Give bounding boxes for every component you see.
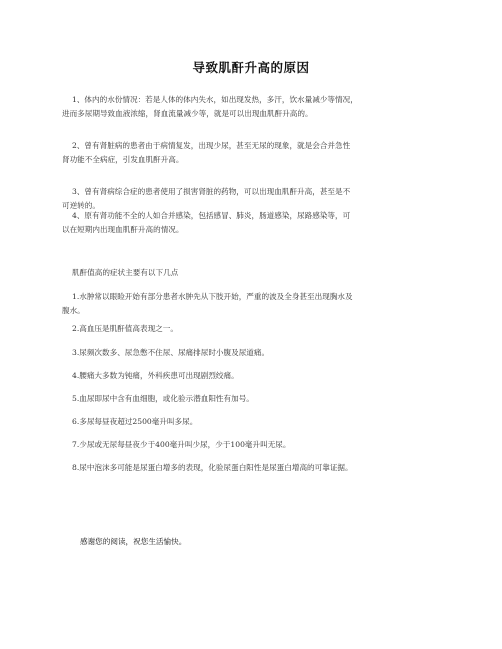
- symptoms-heading: 肌酐值高的症状主要有以下几点: [72, 268, 179, 277]
- paragraph-line: 1.水肿常以眼睑开始有部分患者水肿先从下肢开始，严重的波及全身甚至出现胸水及: [72, 292, 353, 301]
- paragraph-line: 3、曾有肾病综合症的患者使用了损害肾脏的药物，可以出现血肌酐升高，甚至是不: [72, 187, 351, 196]
- cause-paragraph-3: [62, 185, 442, 212]
- symptom-item-6: [62, 415, 442, 429]
- document-title: 导致肌酐升高的原因: [192, 60, 310, 75]
- cause-paragraph-4: [62, 209, 442, 236]
- paragraph-line: 2、曾有肾脏病的患者由于病情复发，出现少尿，甚至无尿的现象，就是会合并急性: [72, 141, 351, 150]
- paragraph-line: 以在短期内出现血肌酐升高的情况。: [62, 224, 184, 234]
- paragraph-line: 6.多尿每昼夜超过2500毫升叫多尿。: [72, 417, 198, 426]
- paragraph-line: 5.血尿即尿中含有血细胞，或化验示潜血阳性有加号。: [72, 394, 254, 403]
- cause-paragraph-1: [62, 93, 442, 120]
- symptom-item-2: [62, 322, 442, 336]
- symptom-item-7: [62, 438, 442, 452]
- symptom-item-8: [62, 461, 442, 475]
- paragraph-line: 进而多尿期导致血液浓缩，肾血流量减少等，就是可以出现血肌酐升高的。: [62, 108, 313, 118]
- paragraph-line: 7.少尿或无尿每昼夜少于400毫升叫少尿，少于100毫升叫无尿。: [72, 440, 291, 449]
- symptom-item-5: [62, 392, 442, 406]
- paragraph-line: 2.高血压是肌酐值高表现之一。: [72, 324, 178, 333]
- paragraph-line: 3.尿频次数多、尿急憋不住尿、尿痛排尿时小腹及尿道痛。: [72, 348, 270, 357]
- closing-note: 感谢您的阅读，祝您生活愉快。: [80, 537, 187, 546]
- cause-paragraph-2: [62, 139, 442, 166]
- paragraph-line: 腹水。: [62, 305, 85, 315]
- paragraph-line: 4.腰痛大多数为钝痛，外科疾患可出现剧烈绞痛。: [72, 371, 239, 380]
- paragraph-line: 可逆转的。: [62, 200, 100, 210]
- paragraph-line: 4、原有肾功能不全的人如合并感染，包括感冒、肺炎，肠道感染，尿路感染等，可: [72, 211, 351, 220]
- paragraph-line: 肾功能不全病症，引发血肌酐升高。: [62, 154, 184, 164]
- paragraph-line: 1、体内的水份情况：若是人体的体内失水，如出现发热，多汗，饮水量减少等情况，: [72, 95, 358, 104]
- symptom-item-1: [62, 290, 442, 317]
- paragraph-line: 8.尿中泡沫多可能是尿蛋白增多的表现，化验尿蛋白阳性是尿蛋白增高的可靠证据。: [72, 463, 353, 472]
- symptom-item-4: [62, 369, 442, 383]
- symptom-item-3: [62, 346, 442, 360]
